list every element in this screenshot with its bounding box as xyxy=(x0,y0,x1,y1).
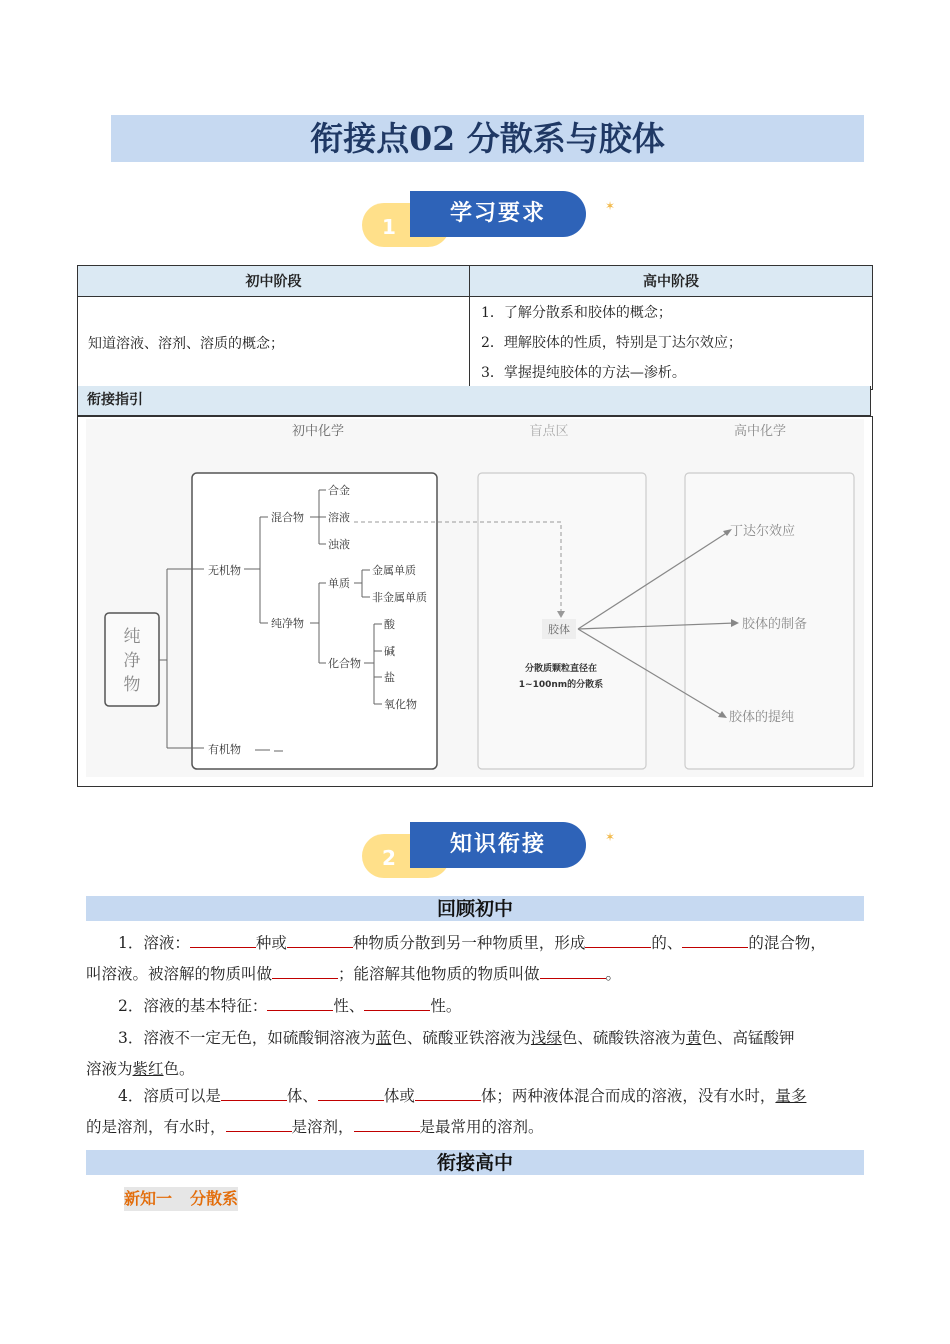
senior-item: 丁达尔效应 xyxy=(730,524,796,539)
pure-char-3: 物 xyxy=(123,675,141,695)
new-knowledge-topic: 分散系 xyxy=(190,1189,239,1208)
senior-requirements xyxy=(470,297,873,390)
text: 色、高锰酸钾 xyxy=(701,1029,795,1047)
senior-item: 2．理解胶体的性质，特别是丁达尔效应； xyxy=(481,335,742,351)
guide-diagram-box xyxy=(77,416,873,787)
blank xyxy=(318,1084,384,1101)
text: 的混合物， xyxy=(748,934,826,952)
blank xyxy=(221,1084,287,1101)
colloid-label: 胶体 xyxy=(548,623,570,636)
colloid-note: 1~100nm的分散系 xyxy=(518,680,604,690)
senior-item: 3．掌握提纯胶体的方法—渗析。 xyxy=(481,365,686,381)
inorganic-label: 无机物 xyxy=(208,564,241,577)
badge-number: 1 xyxy=(362,203,450,247)
text: 性、 xyxy=(333,997,365,1015)
organic-label: 有机物 xyxy=(208,743,241,756)
blank xyxy=(585,931,651,948)
blank xyxy=(190,931,256,948)
text: 1．溶液： xyxy=(118,934,190,952)
col-senior: 高中阶段 xyxy=(470,266,873,297)
text: 体或 xyxy=(383,1087,415,1105)
text: 4．溶质可以是 xyxy=(118,1087,221,1105)
paragraph-3 xyxy=(86,1023,876,1085)
guide-heading: 衔接指引 xyxy=(77,386,871,416)
text: 种物质分散到另一种物质里，形成 xyxy=(352,934,586,952)
blank xyxy=(540,962,606,979)
text: 种或 xyxy=(255,934,287,952)
senior-item: 胶体的制备 xyxy=(742,617,808,632)
section-badge-2 xyxy=(362,822,616,878)
junior-requirement: 知道溶液、溶剂、溶质的概念； xyxy=(78,297,470,390)
col-label: 盲点区 xyxy=(529,424,569,439)
text: 2．溶液的基本特征： xyxy=(118,997,268,1015)
star-icon: ✶ xyxy=(605,199,616,213)
col-junior: 初中阶段 xyxy=(78,266,470,297)
page-title: 衔接点02 分散系与胶体 xyxy=(111,115,864,162)
underlined-answer: 浅绿 xyxy=(530,1029,562,1047)
compound-item: 酸 xyxy=(384,618,395,631)
underlined-answer: 紫红 xyxy=(132,1060,164,1078)
text: 体；两种液体混合而成的溶液，没有水时， xyxy=(480,1087,776,1105)
col-label: 初中化学 xyxy=(291,424,345,439)
requirements-table xyxy=(77,265,873,390)
connect-section-title: 衔接高中 xyxy=(86,1150,864,1175)
badge-label: 知识衔接 xyxy=(410,822,586,868)
pure-char-1: 纯 xyxy=(123,627,141,647)
blank xyxy=(287,931,353,948)
blank xyxy=(682,931,748,948)
underlined-answer: 量多 xyxy=(775,1087,807,1105)
text: 色、硫酸亚铁溶液为 xyxy=(391,1029,531,1047)
text: 性。 xyxy=(430,997,462,1015)
paragraph-4 xyxy=(86,1081,876,1143)
senior-item: 1．了解分散系和胶体的概念； xyxy=(481,305,672,321)
text: 的是溶剂，有水时， xyxy=(86,1118,226,1136)
text: 色、硫酸铁溶液为 xyxy=(561,1029,686,1047)
text: 是最常用的溶剂。 xyxy=(419,1118,544,1136)
text: 体、 xyxy=(286,1087,318,1105)
blank xyxy=(267,994,333,1011)
new-knowledge-label xyxy=(124,1187,238,1211)
blank xyxy=(364,994,430,1011)
mixture-label: 混合物 xyxy=(271,511,304,524)
pure-char-2: 净 xyxy=(123,651,141,671)
text: 是溶剂， xyxy=(291,1118,354,1136)
colloid-note: 分散质颗粒直径在 xyxy=(524,664,598,674)
section-badge-1 xyxy=(362,191,616,247)
text: ；能溶解其他物质的物质叫做 xyxy=(338,965,540,983)
compound-label: 化合物 xyxy=(328,657,361,670)
compound-item: 氧化物 xyxy=(384,698,417,711)
text: 叫溶液。被溶解的物质叫做 xyxy=(86,965,273,983)
mixture-item: 浊液 xyxy=(328,538,350,551)
text: 的、 xyxy=(651,934,683,952)
elemental-label: 单质 xyxy=(328,577,350,590)
underlined-answer: 蓝 xyxy=(375,1029,392,1047)
underlined-answer: 黄 xyxy=(685,1029,702,1047)
review-section-title: 回顾初中 xyxy=(86,896,864,921)
badge-number: 2 xyxy=(362,834,450,878)
text: 3．溶液不一定无色，如硫酸铜溶液为 xyxy=(118,1029,376,1047)
paragraph-2 xyxy=(86,991,876,1022)
blank xyxy=(272,962,338,979)
badge-label: 学习要求 xyxy=(410,191,586,237)
mixture-item: 溶液 xyxy=(328,511,350,524)
text: 色。 xyxy=(163,1060,195,1078)
blank xyxy=(354,1115,420,1132)
elemental-item: 非金属单质 xyxy=(372,591,427,604)
paragraph-1 xyxy=(86,928,876,990)
blank xyxy=(226,1115,292,1132)
text: 。 xyxy=(605,965,622,983)
text: 溶液为 xyxy=(86,1060,133,1078)
elemental-item: 金属单质 xyxy=(372,564,416,577)
compound-item: 碱 xyxy=(384,645,395,658)
star-icon: ✶ xyxy=(605,830,616,844)
compound-item: 盐 xyxy=(384,671,395,684)
concept-diagram xyxy=(78,417,872,786)
senior-item: 胶体的提纯 xyxy=(729,710,795,725)
mixture-item: 合金 xyxy=(328,484,350,497)
pure-sub-label: 纯净物 xyxy=(271,617,304,630)
new-knowledge-index: 新知一 xyxy=(124,1189,173,1208)
blank xyxy=(415,1084,481,1101)
col-label: 高中化学 xyxy=(733,424,787,439)
